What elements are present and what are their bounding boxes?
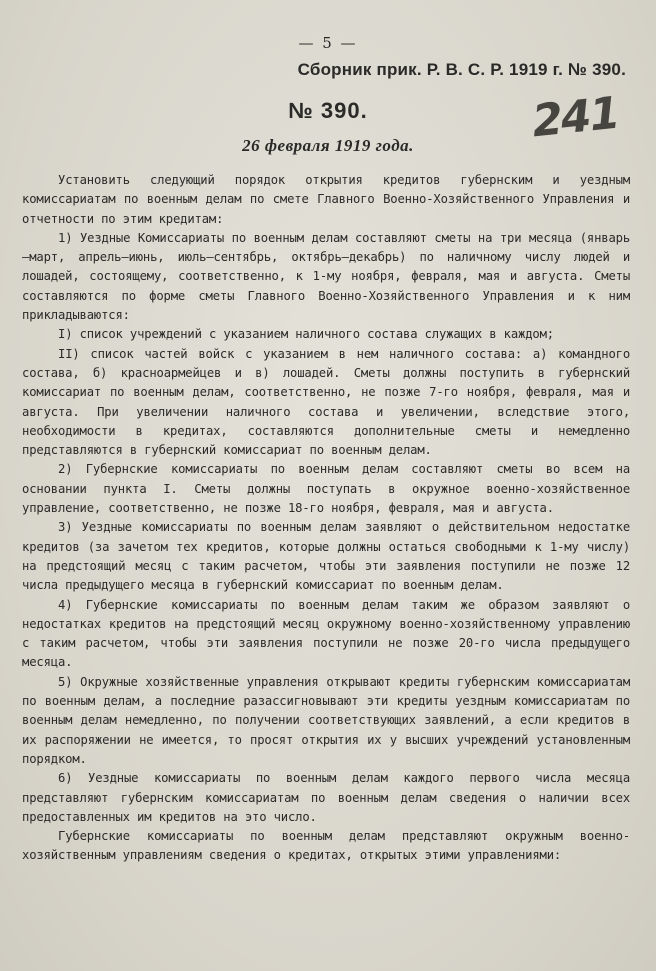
order-body <box>22 171 630 866</box>
paragraph-2: 2) Губернские комиссариаты по военным делам составляют сметы во всем на основании пункта I. Сметы должны поступать в окружное военно-хозяйственное управление, соответственно, не позже 18-го ноября, февраля, мая и августа. <box>22 462 630 516</box>
paragraph-5: 5) Окружные хозяйственные управления открывают кредиты губернским комиссариатам по военным делам, а последние разассигновывают эти кредиты уездным комиссариатам по военным делам немедленно, по получении соответствующих заявлений, а если кредитов в их распоряжении не имеется, то просят открытия их у высших учреждений установленным порядком. <box>22 674 630 766</box>
paragraph-7: Губернские комиссариаты по военным делам представляют окружным военно-хозяйственным управлениям сведения о кредитах, открытых этими управлениями: <box>22 829 630 863</box>
paragraph-1: 1) Уездные Комиссариаты по военным делам составляют сметы на три месяца (январь—март, апрель—июнь, июль—сентябрь, октябрь—декабрь) по наличному числу людей и лошадей, состоящему, соответственно, к 1-му ноября, февраля, мая и августа. Сметы составляются по форме сметы Главного Военно-Хозяйственного Управления и к ним прикладываются: <box>22 230 630 323</box>
paragraph-3: 3) Уездные комиссариаты по военным делам заявляют о действительном недостатке кредитов (за зачетом тех кредитов, которые должны остаться свободными к 1-му числу) на предстоящий месяц с таким расчетом, чтобы эти заявления поступили не позже 12 числа предыдущего месяца в губернский комиссариат по военным делам. <box>22 520 630 593</box>
order-number: № 390. <box>288 98 368 123</box>
collection-header: Сборник прик. Р. В. С. Р. 1919 г. № 390. <box>297 60 626 79</box>
handwritten-archive-mark: 241 <box>529 87 621 148</box>
paragraph-6: 6) Уездные комиссариаты по военным делам каждого первого числа месяца представляют губернским комиссариатам по военным делам сведения о наличии всех предоставленных им кредитов на это число. <box>22 771 630 824</box>
paragraph-1-list-i: I) список учреждений с указанием наличного состава служащих в каждом; <box>58 327 554 342</box>
order-date: 26 февраля 1919 года. <box>242 136 414 155</box>
paragraph-4: 4) Губернские комиссариаты по военным делам таким же образом заявляют о недостатках кредитов на предстоящий месяц окружному военно-хозяйственному управлению с таким расчетом, чтобы эти заявления поступили не позже 20-го числа предыдущего месяца. <box>22 597 630 670</box>
page-number: — 5 — <box>298 34 358 52</box>
intro-paragraph: Установить следующий порядок открытия кредитов губернским и уездным комиссариатам по военным делам по смете Главного Военно-Хозяйственного Управления и отчетности по этим кредитам: <box>22 173 630 226</box>
paragraph-1-list-ii: II) список частей войск с указанием в нем наличного состава: а) командного состава, б) красноармейцев и в) лошадей. Сметы должны поступить в губернский комиссариат по военным делам, соответственно, не позже 7-го ноября, февраля, мая и августа. При увеличении наличного состава и увеличении, вследствие этого, необходимости в кредитах, составляются дополнительные сметы и немедленно представляются в губернский комиссариат по военным делам. <box>22 346 630 458</box>
